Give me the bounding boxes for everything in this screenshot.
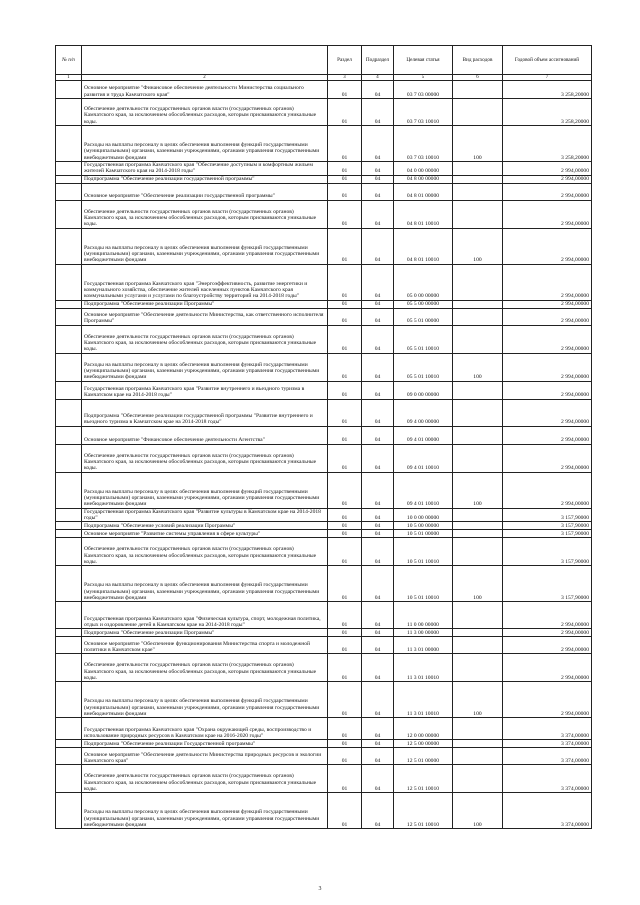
row-expense-type-cell — [453, 308, 503, 325]
row-target-cell: 03 7 03 00000 — [394, 81, 453, 99]
table-row — [56, 300, 592, 308]
row-razdel-cell: 01 — [328, 508, 362, 522]
row-name-cell: Обеспечение деятельности государственных органов власти (государственных органов) Камчатского края, за исключением обособленных расходов, которым присваиваются уникальные коды. — [82, 765, 328, 793]
row-expense-type-cell — [453, 183, 503, 200]
row-target-cell: 10 5 01 10010 — [394, 566, 453, 602]
row-razdel-cell: 01 — [328, 444, 362, 472]
row-target-cell: 12 0 00 00000 — [394, 718, 453, 740]
row-expense-type-cell: 100 — [453, 353, 503, 381]
row-podrazdel-cell: 04 — [362, 99, 394, 126]
row-razdel-cell: 01 — [328, 99, 362, 126]
table-row — [56, 682, 592, 718]
row-expense-type-cell — [453, 99, 503, 126]
row-target-cell: 04 8 01 10010 — [394, 228, 453, 264]
row-target-cell: 03 7 03 10010 — [394, 99, 453, 126]
row-podrazdel-cell: 04 — [362, 538, 394, 566]
row-sum-cell: 2 994,00000 — [503, 200, 592, 228]
row-number-cell — [56, 325, 82, 353]
row-name-cell: Расходы на выплаты персоналу в целях обеспечения выполнения функций государственными (муниципальными) органами, казенными учреждениями, органами управления государственными внебюджетными фондами — [82, 353, 328, 381]
row-sum-cell: 2 994,00000 — [503, 300, 592, 308]
row-razdel-cell: 01 — [328, 637, 362, 654]
row-name-cell: Подпрограмма "Обеспечение реализации Программы" — [82, 629, 328, 637]
table-body — [56, 81, 592, 829]
row-razdel-cell: 01 — [328, 308, 362, 325]
header-expense-type: Вид расходов — [453, 46, 503, 75]
row-razdel-cell: 01 — [328, 399, 362, 426]
row-expense-type-cell — [453, 175, 503, 183]
table-row — [56, 472, 592, 508]
index-cell: 3 — [328, 75, 362, 81]
row-razdel-cell: 01 — [328, 175, 362, 183]
row-target-cell: 09 4 01 10010 — [394, 472, 453, 508]
row-sum-cell: 3 374,00000 — [503, 740, 592, 748]
row-sum-cell: 2 994,00000 — [503, 264, 592, 300]
row-number-cell — [56, 602, 82, 629]
row-name-cell: Подпрограмма "Обеспечение реализации Государственной программы" — [82, 740, 328, 748]
row-target-cell: 11 3 00 00000 — [394, 629, 453, 637]
row-podrazdel-cell: 04 — [362, 308, 394, 325]
table-row — [56, 399, 592, 426]
row-number-cell — [56, 426, 82, 444]
row-sum-cell: 3 374,00000 — [503, 718, 592, 740]
row-number-cell — [56, 566, 82, 602]
row-podrazdel-cell: 04 — [362, 530, 394, 538]
table-row — [56, 602, 592, 629]
row-target-cell: 10 5 01 00000 — [394, 530, 453, 538]
row-expense-type-cell — [453, 381, 503, 399]
row-name-cell: Подпрограмма "Обеспечение реализации государственной программы" — [82, 175, 328, 183]
row-razdel-cell: 01 — [328, 264, 362, 300]
row-podrazdel-cell: 04 — [362, 81, 394, 99]
row-target-cell: 04 8 00 00000 — [394, 175, 453, 183]
row-target-cell: 11 0 00 00000 — [394, 602, 453, 629]
row-number-cell — [56, 765, 82, 793]
row-target-cell: 12 5 01 10010 — [394, 765, 453, 793]
row-number-cell — [56, 228, 82, 264]
row-razdel-cell: 01 — [328, 740, 362, 748]
row-number-cell — [56, 718, 82, 740]
row-expense-type-cell — [453, 740, 503, 748]
row-name-cell: Основное мероприятие "Обеспечение функционирования Министерства спорта и молодежной политики в Камчатском крае" — [82, 637, 328, 654]
row-name-cell: Обеспечение деятельности государственных органов власти (государственных органов) Камчатского края, за исключением обособленных расходов, которым присваиваются уникальные коды. — [82, 538, 328, 566]
row-razdel-cell: 01 — [328, 530, 362, 538]
table-row — [56, 793, 592, 829]
row-expense-type-cell — [453, 718, 503, 740]
row-number-cell — [56, 81, 82, 99]
row-podrazdel-cell: 04 — [362, 444, 394, 472]
row-expense-type-cell — [453, 264, 503, 300]
row-podrazdel-cell: 04 — [362, 566, 394, 602]
header-num: № п/п — [56, 46, 82, 75]
table-row — [56, 718, 592, 740]
row-razdel-cell: 01 — [328, 162, 362, 176]
header-target: Целевая статья — [394, 46, 453, 75]
header-name — [82, 46, 328, 75]
row-podrazdel-cell: 04 — [362, 654, 394, 682]
row-number-cell — [56, 682, 82, 718]
row-podrazdel-cell: 04 — [362, 426, 394, 444]
row-sum-cell: 2 994,00000 — [503, 308, 592, 325]
row-razdel-cell: 01 — [328, 81, 362, 99]
row-target-cell: 04 8 01 00000 — [394, 183, 453, 200]
row-sum-cell: 3 157,90000 — [503, 522, 592, 530]
row-target-cell: 12 5 01 00000 — [394, 748, 453, 765]
table-row — [56, 637, 592, 654]
row-target-cell: 11 3 01 00000 — [394, 637, 453, 654]
row-expense-type-cell — [453, 654, 503, 682]
row-sum-cell: 3 157,90000 — [503, 530, 592, 538]
table-row — [56, 162, 592, 176]
row-name-cell: Основное мероприятие "Финансовое обеспечение деятельности Министерства социального развития и труда Камчатского края" — [82, 81, 328, 99]
row-sum-cell: 2 994,00000 — [503, 654, 592, 682]
row-number-cell — [56, 522, 82, 530]
row-name-cell: Государственная программа Камчатского края "Развитие культуры в Камчатском крае на 2014-2018 годы" — [82, 508, 328, 522]
row-razdel-cell: 01 — [328, 228, 362, 264]
row-razdel-cell: 01 — [328, 566, 362, 602]
table-header-row — [56, 46, 592, 75]
row-sum-cell: 2 994,00000 — [503, 399, 592, 426]
row-name-cell: Основное мероприятие "Обеспечение деятельности Министерства, как ответственного исполнителя Программы" — [82, 308, 328, 325]
row-target-cell: 09 4 00 00000 — [394, 399, 453, 426]
table-row — [56, 308, 592, 325]
row-target-cell: 09 4 01 00000 — [394, 426, 453, 444]
row-name-cell: Обеспечение деятельности государственных органов власти (государственных органов) Камчатского края, за исключением обособленных расходов, которым присваиваются уникальные коды. — [82, 99, 328, 126]
row-name-cell: Подпрограмма "Обеспечение условий реализации Программы" — [82, 522, 328, 530]
row-razdel-cell: 01 — [328, 472, 362, 508]
row-name-cell: Государственная программа Камчатского края "Обеспечение доступным и комфортным жильем жителей Камчатского края на 2014-2018 годы" — [82, 162, 328, 176]
row-podrazdel-cell: 04 — [362, 325, 394, 353]
row-podrazdel-cell: 04 — [362, 472, 394, 508]
row-number-cell — [56, 175, 82, 183]
row-name-cell: Расходы на выплаты персоналу в целях обеспечения выполнения функций государственными (муниципальными) органами, казенными учреждениями, органами управления государственными внебюджетными фондами — [82, 566, 328, 602]
row-podrazdel-cell: 04 — [362, 793, 394, 829]
row-target-cell: 05 5 01 00000 — [394, 308, 453, 325]
row-number-cell — [56, 472, 82, 508]
table-row — [56, 629, 592, 637]
row-podrazdel-cell: 04 — [362, 765, 394, 793]
row-razdel-cell: 01 — [328, 629, 362, 637]
row-razdel-cell: 01 — [328, 522, 362, 530]
row-podrazdel-cell: 04 — [362, 602, 394, 629]
row-target-cell: 05 5 01 10010 — [394, 325, 453, 353]
row-expense-type-cell — [453, 522, 503, 530]
row-sum-cell: 2 994,00000 — [503, 637, 592, 654]
row-razdel-cell: 01 — [328, 325, 362, 353]
table-row — [56, 530, 592, 538]
table-row — [56, 538, 592, 566]
row-expense-type-cell: 100 — [453, 126, 503, 162]
row-podrazdel-cell: 04 — [362, 200, 394, 228]
row-target-cell: 05 5 00 00000 — [394, 300, 453, 308]
row-name-cell: Подпрограмма "Обеспечение реализации Программы" — [82, 300, 328, 308]
row-number-cell — [56, 99, 82, 126]
row-razdel-cell: 01 — [328, 381, 362, 399]
row-name-cell: Расходы на выплаты персоналу в целях обеспечения выполнения функций государственными (муниципальными) органами, казенными учреждениями, органами управления государственными внебюджетными фондами — [82, 472, 328, 508]
table-row — [56, 183, 592, 200]
row-name-cell: Государственная программа Камчатского края "Физическая культура, спорт, молодежная политика, отдых и оздоровление детей в Камчатском крае на 2014-2018 годы" — [82, 602, 328, 629]
row-number-cell — [56, 300, 82, 308]
row-razdel-cell: 01 — [328, 353, 362, 381]
row-target-cell: 11 3 01 10010 — [394, 654, 453, 682]
row-expense-type-cell — [453, 399, 503, 426]
row-razdel-cell: 01 — [328, 602, 362, 629]
row-sum-cell: 3 157,90000 — [503, 538, 592, 566]
row-name-cell: Основное мероприятие "Финансовое обеспечение деятельности Агентства" — [82, 426, 328, 444]
table-row — [56, 264, 592, 300]
table-row — [56, 426, 592, 444]
row-target-cell: 10 5 01 10010 — [394, 538, 453, 566]
row-name-cell: Расходы на выплаты персоналу в целях обеспечения выполнения функций государственными (муниципальными) органами, казенными учреждениями, органами управления государственными внебюджетными фондами — [82, 793, 328, 829]
row-sum-cell: 3 258,20000 — [503, 126, 592, 162]
table-row — [56, 126, 592, 162]
row-podrazdel-cell: 04 — [362, 740, 394, 748]
row-name-cell: Государственная программа Камчатского края "Охрана окружающей среды, воспроизводство и использование природных ресурсов в Камчатском крае на 2016-2020 годы" — [82, 718, 328, 740]
index-cell: 7 — [503, 75, 592, 81]
row-target-cell: 04 8 01 10010 — [394, 200, 453, 228]
row-podrazdel-cell: 04 — [362, 300, 394, 308]
table-row — [56, 381, 592, 399]
row-expense-type-cell: 100 — [453, 472, 503, 508]
header-annual-sum: Годовой объем ассигнований — [503, 46, 592, 75]
row-sum-cell: 3 374,00000 — [503, 793, 592, 829]
row-target-cell: 03 7 03 10010 — [394, 126, 453, 162]
row-razdel-cell: 01 — [328, 200, 362, 228]
index-cell: 1 — [56, 75, 82, 81]
row-podrazdel-cell: 04 — [362, 399, 394, 426]
index-cell: 5 — [394, 75, 453, 81]
row-expense-type-cell: 100 — [453, 682, 503, 718]
row-podrazdel-cell: 04 — [362, 175, 394, 183]
row-sum-cell: 2 994,00000 — [503, 325, 592, 353]
row-expense-type-cell — [453, 508, 503, 522]
row-name-cell: Обеспечение деятельности государственных органов власти (государственных органов) Камчатского края, за исключением обособленных расходов, которым присваиваются уникальные коды. — [82, 654, 328, 682]
row-sum-cell: 2 994,00000 — [503, 602, 592, 629]
row-sum-cell: 3 374,00000 — [503, 748, 592, 765]
row-target-cell: 11 3 01 10010 — [394, 682, 453, 718]
row-razdel-cell: 01 — [328, 748, 362, 765]
row-expense-type-cell — [453, 538, 503, 566]
row-razdel-cell: 01 — [328, 718, 362, 740]
row-sum-cell: 3 258,20000 — [503, 99, 592, 126]
table-row — [56, 99, 592, 126]
row-podrazdel-cell: 04 — [362, 748, 394, 765]
row-number-cell — [56, 654, 82, 682]
row-number-cell — [56, 629, 82, 637]
row-expense-type-cell — [453, 325, 503, 353]
row-name-cell: Государственная программа Камчатского края "Энергоэффективность, развитие энергетики и коммунального хозяйства, обеспечение жителей населенных пунктов Камчатского края коммунальными услугами и услугами по благоустройству территорий на 2014-2018 годы" — [82, 264, 328, 300]
row-expense-type-cell: 100 — [453, 228, 503, 264]
row-razdel-cell: 01 — [328, 183, 362, 200]
row-target-cell: 05 5 01 10010 — [394, 353, 453, 381]
table-row — [56, 81, 592, 99]
page-number: 3 — [318, 886, 322, 892]
row-expense-type-cell — [453, 530, 503, 538]
row-name-cell: Государственная программа Камчатского края "Развитие внутреннего и въездного туризма в Камчатском крае на 2014-2018 годы" — [82, 381, 328, 399]
row-number-cell — [56, 530, 82, 538]
row-sum-cell: 2 994,00000 — [503, 353, 592, 381]
row-expense-type-cell — [453, 81, 503, 99]
row-target-cell: 12 5 00 00000 — [394, 740, 453, 748]
table-row — [56, 748, 592, 765]
row-name-cell: Подпрограмма "Обеспечение реализации государственной программы "Развитие внутреннего и въездного туризма в Камчатском крае на 2014-2018 годы" — [82, 399, 328, 426]
row-podrazdel-cell: 04 — [362, 264, 394, 300]
row-target-cell: 09 0 00 00000 — [394, 381, 453, 399]
table-row — [56, 353, 592, 381]
row-target-cell: 05 0 00 00000 — [394, 264, 453, 300]
row-number-cell — [56, 162, 82, 176]
row-podrazdel-cell: 04 — [362, 718, 394, 740]
row-sum-cell: 2 994,00000 — [503, 629, 592, 637]
row-podrazdel-cell: 04 — [362, 637, 394, 654]
row-expense-type-cell — [453, 602, 503, 629]
row-sum-cell: 2 994,00000 — [503, 162, 592, 176]
row-razdel-cell: 01 — [328, 765, 362, 793]
row-number-cell — [56, 308, 82, 325]
row-expense-type-cell — [453, 637, 503, 654]
row-name-cell: Расходы на выплаты персоналу в целях обеспечения выполнения функций государственными (муниципальными) органами, казенными учреждениями, органами управления государственными внебюджетными фондами — [82, 228, 328, 264]
row-number-cell — [56, 399, 82, 426]
row-target-cell: 09 4 01 10010 — [394, 444, 453, 472]
row-razdel-cell: 01 — [328, 793, 362, 829]
row-razdel-cell: 01 — [328, 682, 362, 718]
row-target-cell: 04 0 00 00000 — [394, 162, 453, 176]
index-cell: 6 — [453, 75, 503, 81]
table-row — [56, 765, 592, 793]
table-row — [56, 508, 592, 522]
row-sum-cell: 2 994,00000 — [503, 426, 592, 444]
row-number-cell — [56, 264, 82, 300]
row-sum-cell: 3 157,90000 — [503, 566, 592, 602]
row-number-cell — [56, 748, 82, 765]
row-razdel-cell: 01 — [328, 426, 362, 444]
row-razdel-cell: 01 — [328, 654, 362, 682]
index-cell: 4 — [362, 75, 394, 81]
row-sum-cell: 2 994,00000 — [503, 682, 592, 718]
row-number-cell — [56, 793, 82, 829]
row-expense-type-cell — [453, 300, 503, 308]
row-podrazdel-cell: 04 — [362, 522, 394, 530]
row-podrazdel-cell: 04 — [362, 353, 394, 381]
table-row — [56, 444, 592, 472]
row-target-cell: 10 0 00 00000 — [394, 508, 453, 522]
row-expense-type-cell — [453, 629, 503, 637]
row-number-cell — [56, 637, 82, 654]
row-expense-type-cell: 100 — [453, 566, 503, 602]
table-row — [56, 175, 592, 183]
row-expense-type-cell — [453, 200, 503, 228]
row-name-cell: Обеспечение деятельности государственных органов власти (государственных органов) Камчатского края, за исключением обособленных расходов, которым присваиваются уникальные коды. — [82, 444, 328, 472]
row-expense-type-cell — [453, 765, 503, 793]
row-expense-type-cell — [453, 162, 503, 176]
row-podrazdel-cell: 04 — [362, 183, 394, 200]
row-name-cell: Расходы на выплаты персоналу в целях обеспечения выполнения функций государственными (муниципальными) органами, казенными учреждениями, органами управления государственными внебюджетными фондами — [82, 682, 328, 718]
row-sum-cell: 2 994,00000 — [503, 175, 592, 183]
row-expense-type-cell — [453, 444, 503, 472]
row-name-cell: Основное мероприятие "Развитие системы управления в сфере культуры" — [82, 530, 328, 538]
row-podrazdel-cell: 04 — [362, 508, 394, 522]
row-number-cell — [56, 353, 82, 381]
table-row — [56, 566, 592, 602]
row-number-cell — [56, 740, 82, 748]
table-row — [56, 228, 592, 264]
row-sum-cell: 2 994,00000 — [503, 472, 592, 508]
row-number-cell — [56, 381, 82, 399]
row-name-cell: Основное мероприятие "Обеспечение реализации государственной программы" — [82, 183, 328, 200]
row-razdel-cell: 01 — [328, 538, 362, 566]
header-podrazdel: Подраздел — [362, 46, 394, 75]
row-name-cell: Обеспечение деятельности государственных органов власти (государственных органов) Камчатского края, за исключением обособленных расходов, которым присваиваются уникальные коды. — [82, 200, 328, 228]
row-expense-type-cell: 100 — [453, 793, 503, 829]
budget-table-sheet — [55, 45, 591, 829]
row-sum-cell: 3 374,00000 — [503, 765, 592, 793]
row-number-cell — [56, 126, 82, 162]
row-number-cell — [56, 183, 82, 200]
row-razdel-cell: 01 — [328, 126, 362, 162]
row-number-cell — [56, 508, 82, 522]
row-target-cell: 10 5 00 00000 — [394, 522, 453, 530]
table-row — [56, 740, 592, 748]
row-target-cell: 12 5 01 10010 — [394, 793, 453, 829]
row-expense-type-cell — [453, 748, 503, 765]
row-podrazdel-cell: 04 — [362, 126, 394, 162]
index-cell: 2 — [82, 75, 328, 81]
row-sum-cell: 3 258,20000 — [503, 81, 592, 99]
table-row — [56, 522, 592, 530]
table-row — [56, 200, 592, 228]
row-name-cell: Расходы на выплаты персоналу в целях обеспечения выполнения функций государственными (муниципальными) органами, казенными учреждениями, органами управления государственными внебюджетными фондами — [82, 126, 328, 162]
row-sum-cell: 2 994,00000 — [503, 228, 592, 264]
row-razdel-cell: 01 — [328, 300, 362, 308]
header-razdel: Раздел — [328, 46, 362, 75]
row-sum-cell: 2 994,00000 — [503, 444, 592, 472]
row-sum-cell: 2 994,00000 — [503, 183, 592, 200]
table-row — [56, 325, 592, 353]
budget-table — [55, 45, 592, 829]
row-podrazdel-cell: 04 — [362, 162, 394, 176]
table-row — [56, 654, 592, 682]
row-podrazdel-cell: 04 — [362, 381, 394, 399]
row-number-cell — [56, 538, 82, 566]
row-podrazdel-cell: 04 — [362, 682, 394, 718]
row-sum-cell: 3 157,90000 — [503, 508, 592, 522]
row-number-cell — [56, 444, 82, 472]
row-expense-type-cell — [453, 426, 503, 444]
row-podrazdel-cell: 04 — [362, 228, 394, 264]
row-number-cell — [56, 200, 82, 228]
row-name-cell: Основное мероприятие "Обеспечение деятельности Министерства природных ресурсов и экологии Камчатского края" — [82, 748, 328, 765]
row-sum-cell: 2 994,00000 — [503, 381, 592, 399]
row-name-cell: Обеспечение деятельности государственных органов власти (государственных органов) Камчатского края, за исключением обособленных расходов, которым присваиваются уникальные коды. — [82, 325, 328, 353]
row-podrazdel-cell: 04 — [362, 629, 394, 637]
